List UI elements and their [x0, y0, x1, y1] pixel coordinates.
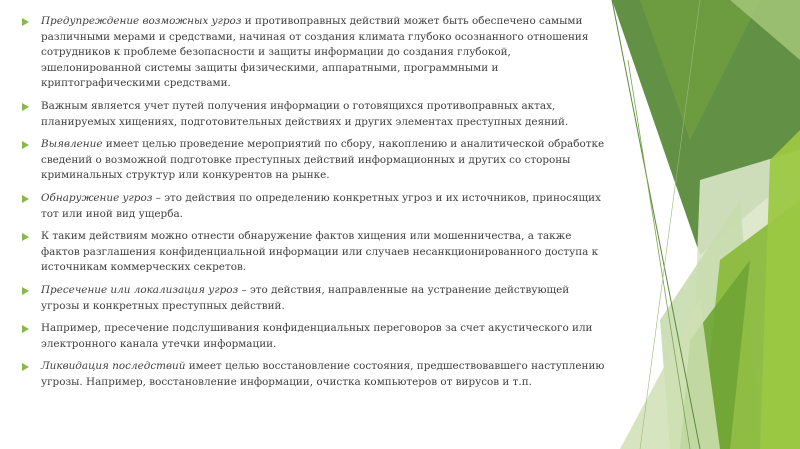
- slide-content: [22, 14, 606, 397]
- bullet-item: [22, 321, 606, 352]
- bullet-lead: Выявление: [41, 138, 103, 151]
- bullet-lead: Предупреждение возможных угроз: [41, 15, 242, 27]
- bullet-arrow-icon: [22, 363, 29, 371]
- bullet-item: [22, 14, 606, 92]
- bullet-item: [22, 229, 606, 276]
- bullet-item: [22, 283, 606, 314]
- bullet-arrow-icon: [22, 287, 29, 295]
- bullet-item: [22, 137, 606, 184]
- bullet-arrow-icon: [22, 325, 29, 333]
- bullet-text: – это действия, направленные на устранение действующей угрозы и конкретных преступных действий.: [41, 283, 570, 312]
- bullet-lead: Ликвидация последствий: [41, 360, 186, 373]
- bullet-text: имеет целью проведение мероприятий по сбору, накоплению и аналитической обработке сведений о возможной подготовке преступных действий информационных и других со стороны криминальных структур или конкурентов на рынке.: [41, 138, 605, 182]
- bullet-text: – это действия по определению конкретных угроз и их источников, приносящих тот или иной вид ущерба.: [41, 191, 601, 220]
- bullet-arrow-icon: [22, 141, 29, 149]
- bullet-arrow-icon: [22, 233, 29, 241]
- bullet-text: К таким действиям можно отнести обнаружение фактов хищения или мошенничества, а также фактов разглашения конфиденциальной информации или случаев несанкционированного доступа к источникам коммерческих секретов.: [41, 230, 599, 274]
- bullet-arrow-icon: [22, 103, 29, 111]
- bullet-item: [22, 99, 606, 130]
- bullet-lead: Обнаружение угроз: [41, 191, 153, 204]
- bullet-arrow-icon: [22, 18, 29, 26]
- bullet-item: [22, 359, 606, 390]
- bullet-text: Важным является учет путей получения информации о готовящихся противоправных актах, планируемых хищениях, подготовительных действиях и других элементах преступных деяний.: [41, 99, 569, 128]
- bullet-text: Например, пресечение подслушивания конфиденциальных переговоров за счет акустического или электронного канала утечки информации.: [41, 322, 593, 350]
- bullet-lead: Пресечение или локализация угроз: [41, 283, 239, 296]
- bullet-text: имеет целью восстановление состояния, предшествовавшего наступлению угрозы. Например, восстановление информации, очистка компьютеров от вирусов и т.п.: [41, 360, 605, 388]
- bullet-text: и противоправных действий может быть обеспечено самыми различными мерами и средствами, начиная от создания климата глубоко осознанного отношения сотрудников к проблеме безопасности и защиты информации до создания глубокой, эшелонированной системы защиты физическими, аппаратными, программными и криптографическими средствами.: [41, 15, 589, 90]
- bullet-item: [22, 191, 606, 222]
- bullet-arrow-icon: [22, 195, 29, 203]
